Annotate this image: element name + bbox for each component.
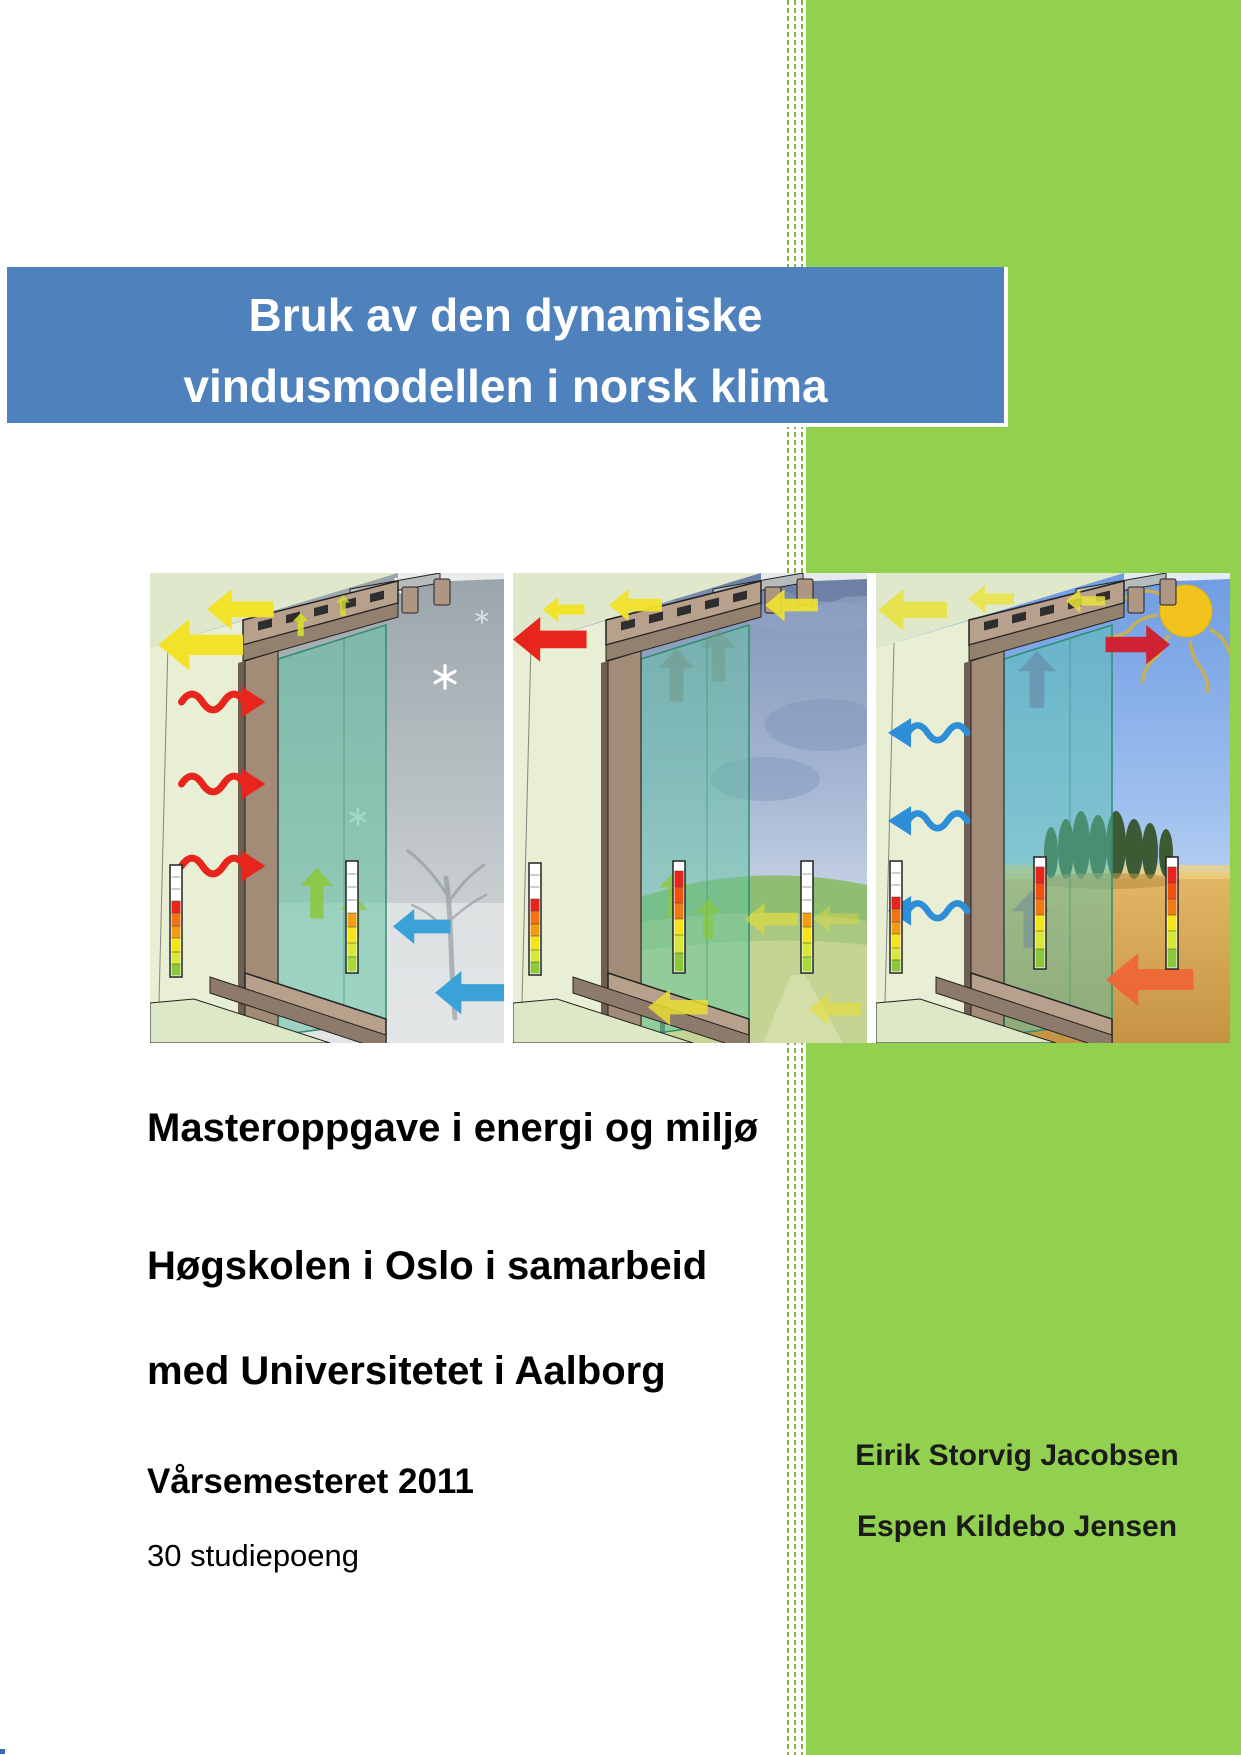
- thermometer: [801, 861, 813, 973]
- credits-line: 30 studiepoeng: [147, 1538, 360, 1573]
- summer-panel-illustration: [876, 573, 1230, 1043]
- thermometer: [890, 861, 902, 973]
- title-banner: [7, 267, 1008, 427]
- seasonal-window-figure: [150, 573, 1230, 1043]
- winter-panel-illustration: [150, 573, 504, 1043]
- title-block: [48, 267, 963, 422]
- window-glass: [1004, 625, 1112, 1035]
- institution-line-1: Høgskolen i Oslo i samarbeid: [147, 1244, 708, 1288]
- window-glass: [278, 625, 386, 1035]
- institution-line-2: med Universitetet i Aalborg: [147, 1349, 666, 1393]
- title-line-2: vindusmodellen i norsk klima: [183, 360, 828, 412]
- thermometer: [1034, 857, 1046, 969]
- thermometer: [170, 865, 182, 977]
- thermometer: [673, 861, 685, 973]
- degree-line: Masteroppgave i energi og miljø: [147, 1106, 759, 1150]
- interior-wall: [150, 620, 245, 1043]
- thermometer: [1166, 857, 1178, 969]
- window-glass: [641, 625, 749, 1035]
- thermometer: [346, 861, 358, 973]
- semester-line: Vårsemesteret 2011: [147, 1462, 474, 1501]
- author-name-1: Eirik Storvig Jacobsen: [855, 1439, 1179, 1472]
- title-line-1: Bruk av den dynamiske: [248, 289, 763, 341]
- corner-marker: [0, 1749, 5, 1754]
- thermometer: [529, 863, 541, 975]
- interior-wall: [513, 620, 608, 1043]
- author-name-2: Espen Kildebo Jensen: [856, 1510, 1178, 1543]
- spring-panel-illustration: [513, 573, 867, 1043]
- interior-wall: [876, 620, 971, 1043]
